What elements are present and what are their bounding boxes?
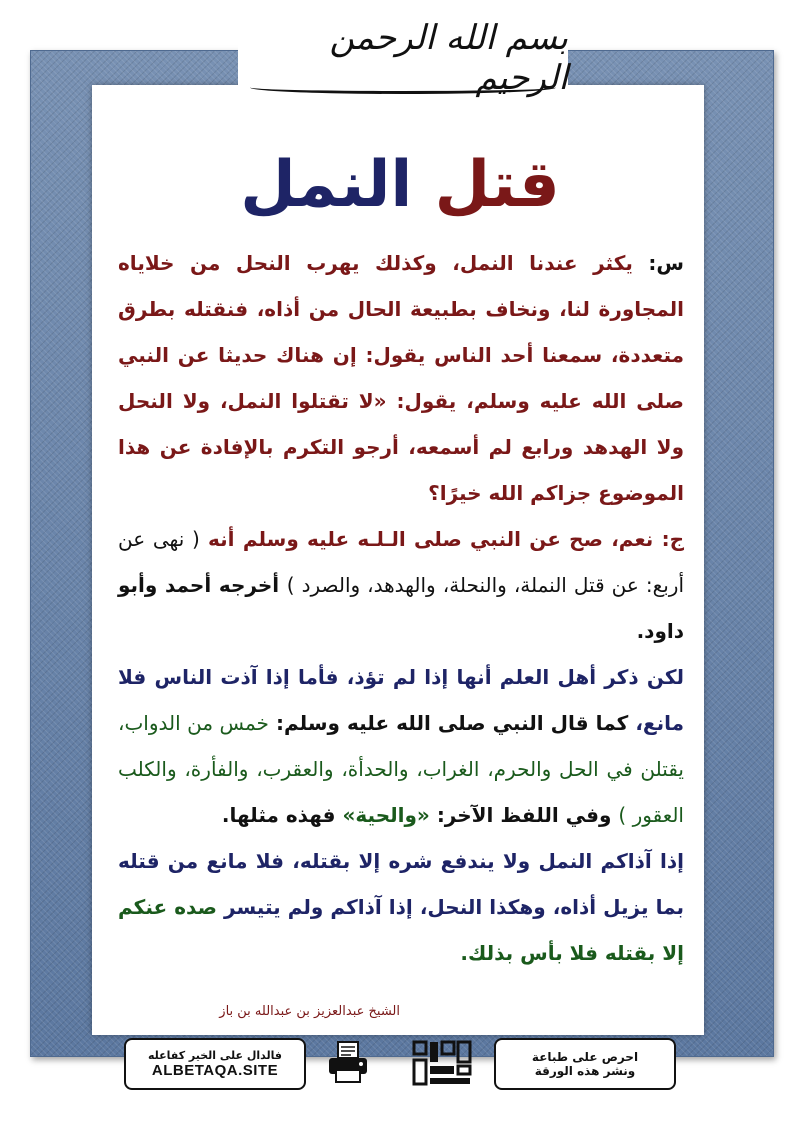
basmala-text: بسم الله الرحمن الرحيم <box>329 18 568 98</box>
footer <box>124 1038 676 1088</box>
title-word-2: النمل <box>240 148 413 222</box>
conclusion-paragraph <box>118 838 684 976</box>
question-label: س: <box>648 251 684 275</box>
question-paragraph <box>118 240 684 516</box>
scholars-hadith: خمس من الدواب، يقتلن في الحل والحرم، الغراب، والحدأة، والعقرب، والفأرة، والكلب العقور ) <box>118 711 684 827</box>
question-text: يكثر عندنا النمل، وكذلك يهرب النحل من خلاياه المجاورة لنا، ونخاف بطبيعة الحال من أذاه، فنقتله بطرق متعددة، سمعنا أحد الناس يقول: إن هناك حديثا عن النبي صلى الله عليه وسلم، يقول: «لا تقتلوا النمل، ولا النحل ولا الهدهد ورابع لم أسمعه، أرجو التكرم بالإفادة عن هذا الموضوع جزاكم الله خيرًا؟ <box>118 251 684 505</box>
scholars-navy: لكن ذكر أهل العلم أنها إذا لم تؤذ، فأما إذا آذت الناس فلا مانع، <box>118 665 684 735</box>
conclusion-navy: إذا آذاكم النمل ولا يندفع شره إلا بقتله، فلا مانع من قتله بما يزيل أذاه، وهكذا النحل، إذا آذاكم ولم يتيسر <box>118 849 684 919</box>
footer-slogan: فالدال على الخير كفاعله <box>147 1049 283 1062</box>
conclusion-green: صده عنكم إلا بقتله فلا بأس بذلك. <box>118 895 684 965</box>
footer-print-line-1: احرص على طباعة <box>531 1050 639 1064</box>
answer-label: ج: <box>661 527 684 551</box>
scholars-paragraph <box>118 654 684 838</box>
footer-print-line-2: ونشر هذه الورقة <box>534 1064 636 1078</box>
title-word-1: قتل <box>434 148 560 222</box>
footer-print-box <box>494 1038 676 1090</box>
article-body <box>118 240 684 976</box>
footer-site-box <box>124 1038 306 1090</box>
printer-icon <box>326 1040 370 1084</box>
signature: الشيخ عبدالعزيز بن عبدالله بن باز <box>219 1004 400 1019</box>
answer-paragraph <box>118 516 684 654</box>
answer-hadith: ( نهى عن أربع: عن قتل النملة، والنحلة، والهدهد، والصرد ) <box>118 527 685 597</box>
basmala-swash <box>250 81 556 94</box>
page-title <box>120 145 680 225</box>
scholars-hadith-2: «والحية» <box>342 803 430 827</box>
scholars-black: كما قال النبي صلى الله عليه وسلم: <box>275 711 629 735</box>
answer-intro: نعم، صح عن النبي صلى الـلـه عليه وسلم أنه <box>208 527 654 551</box>
answer-source: أخرجه أحمد وأبو داود. <box>118 573 684 643</box>
basmala-calligraphy <box>238 4 568 112</box>
scholars-black-2: وفي اللفظ الآخر: <box>436 803 612 827</box>
footer-site-url: ALBETAQA.SITE <box>151 1062 279 1079</box>
scholars-black-3: فهذه مثلها. <box>221 803 336 827</box>
dawa-logo-icon <box>410 1038 474 1088</box>
